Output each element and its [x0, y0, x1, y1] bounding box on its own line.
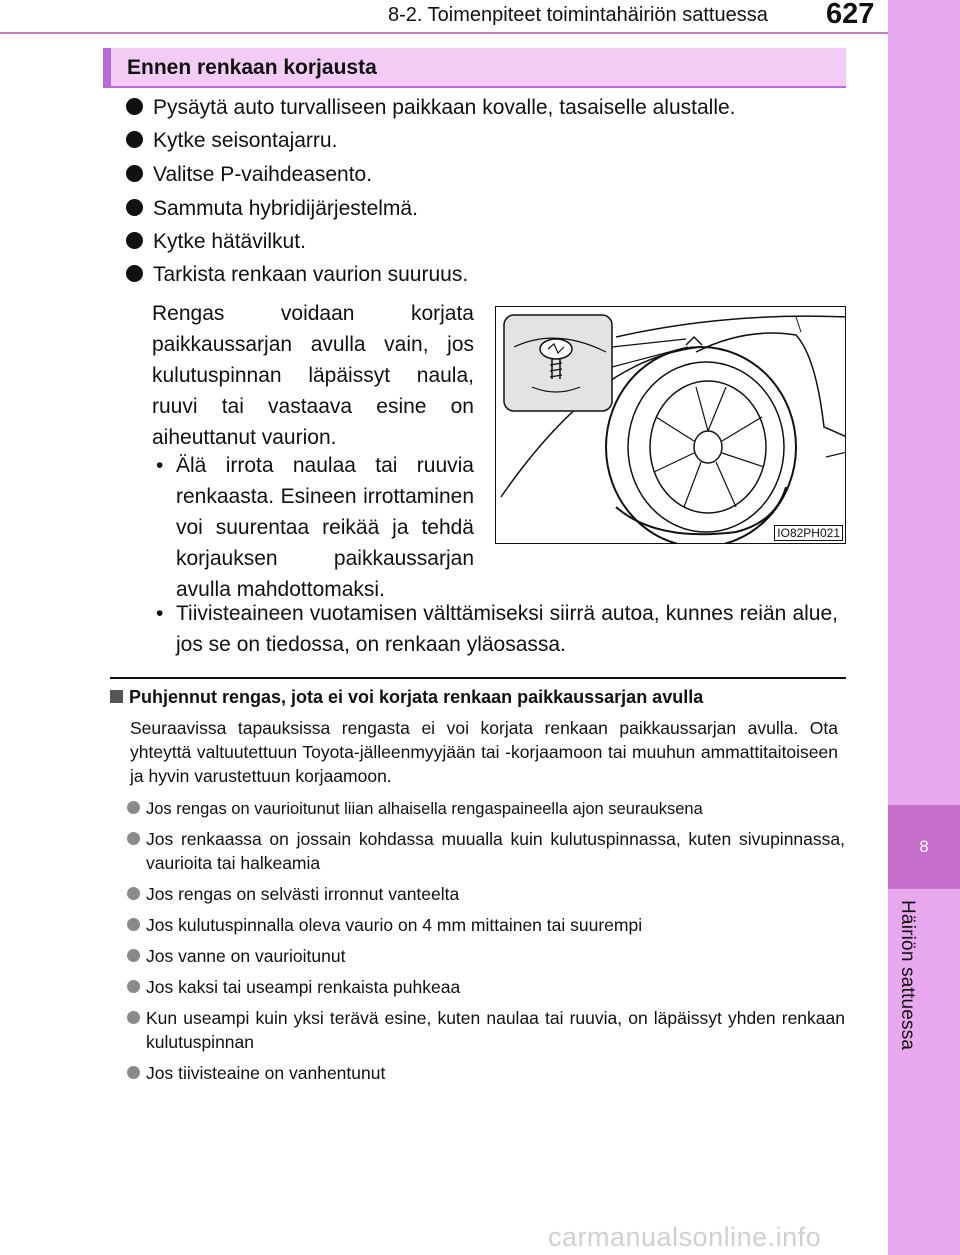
subsection-title	[110, 687, 703, 708]
warning-bullet	[156, 598, 838, 660]
section-divider	[110, 677, 846, 679]
step-item	[126, 129, 337, 153]
chapter-label: Häiriön sattuessa	[897, 900, 918, 1051]
bullet-dot-icon	[127, 918, 140, 931]
list-item	[130, 1006, 845, 1054]
step-text: Kytke seisontajarru.	[153, 129, 338, 152]
step-item	[126, 96, 736, 120]
bullet-dot-icon	[126, 131, 143, 148]
square-bullet-icon	[110, 690, 123, 703]
flat-tire-illustration	[495, 306, 846, 544]
list-item	[130, 827, 845, 875]
list-item-text: Jos kaksi tai useampi renkaista puhkeaa	[146, 977, 461, 997]
section-title: Ennen renkaan korjausta	[127, 56, 377, 79]
bullet-dot-icon	[127, 1066, 140, 1079]
list-item	[130, 882, 845, 906]
bullet-dot-icon	[127, 832, 140, 845]
subsection-title-text: Puhjennut rengas, jota ei voi korjata renkaan paikkaussarjan avulla	[129, 687, 704, 707]
bullet-text: Tiivisteaineen vuotamisen välttämiseksi siirrä autoa, kunnes reiän alue, jos se on tiedossa, on renkaan yläosassa.	[176, 602, 838, 656]
list-item-text: Jos vanne on vaurioitunut	[146, 946, 346, 966]
section-header	[103, 48, 846, 88]
illustration-code: IO82PH021	[774, 525, 843, 541]
list-item	[130, 913, 845, 937]
running-header: 8-2. Toimenpiteet toimintahäiriön sattuessa	[388, 4, 768, 26]
list-item	[130, 1061, 845, 1085]
bullet-dot-icon	[126, 98, 143, 115]
watermark: carmanualsonline.info	[548, 1222, 822, 1252]
list-item-text: Jos rengas on selvästi irronnut vanteelta	[146, 884, 460, 904]
list-item-text: Jos rengas on vaurioitunut liian alhaisella rengaspaineella ajon seurauksena	[146, 800, 703, 818]
list-item-text: Jos renkaassa on jossain kohdassa muualla kuin kulutuspinnassa, kuten sivupinnassa, vaurioita tai halkeamia	[146, 829, 845, 873]
page-number: 627	[826, 0, 875, 30]
bullet-dot-icon	[126, 199, 143, 216]
bullet-dot-icon	[127, 949, 140, 962]
chapter-side-tab	[888, 0, 960, 1255]
bullet-dot-icon	[127, 887, 140, 900]
list-item	[130, 975, 845, 999]
repair-note: Rengas voidaan korjata paikkaussarjan avulla vain, jos kulutuspinnan läpäissyt naula, ruuvi tai vastaava esine on aiheuttanut vaurion.	[152, 302, 474, 449]
step-item	[126, 230, 306, 254]
list-item-text: Kun useampi kuin yksi terävä esine, kuten naulaa tai ruuvia, on läpäissyt yhden renkaan kulutuspinnan	[146, 1008, 845, 1052]
chapter-number-box	[888, 805, 960, 889]
list-item-text: Jos tiivisteaine on vanhentunut	[146, 1063, 386, 1083]
bullet-marker: •	[156, 602, 164, 625]
list-item-text: Jos kulutuspinnalla oleva vaurio on 4 mm mittainen tai suurempi	[146, 915, 643, 935]
step-text: Valitse P-vaihdeasento.	[153, 163, 373, 186]
list-item	[130, 796, 845, 821]
step-item	[126, 263, 468, 287]
bullet-dot-icon	[126, 165, 143, 182]
bullet-dot-icon	[126, 265, 143, 282]
header-rule	[0, 32, 888, 34]
bullet-dot-icon	[127, 1011, 140, 1024]
step-item	[126, 197, 418, 221]
bullet-dot-icon	[127, 980, 140, 993]
step-text: Sammuta hybridijärjestelmä.	[153, 197, 418, 220]
chapter-number: 8	[919, 837, 929, 856]
warning-bullet	[156, 450, 474, 605]
list-item	[130, 944, 845, 968]
bullet-marker: •	[156, 454, 164, 477]
subsection-intro: Seuraavissa tapauksissa rengasta ei voi korjata renkaan paikkaussarjan avulla. Ota yhteyttä valtuutettuun Toyota-jälleenmyyjään tai -korjaamoon tai muuhun ammattitaitoiseen ja hyvin varustettuun korjaamoon.	[130, 718, 838, 786]
bullet-text: Älä irrota naulaa tai ruuvia renkaasta. Esineen irrottaminen voi suurentaa reikää ja tehdä korjauksen paikkaussarjan avulla mahdottomaksi.	[176, 454, 474, 601]
bullet-dot-icon	[126, 232, 143, 249]
step-text: Pysäytä auto turvalliseen paikkaan kovalle, tasaiselle alustalle.	[153, 96, 736, 119]
step-item	[126, 163, 372, 187]
flat-tire-with-screw-icon	[496, 307, 846, 544]
step-text: Kytke hätävilkut.	[153, 230, 306, 253]
bullet-dot-icon	[127, 801, 140, 814]
step-text: Tarkista renkaan vaurion suuruus.	[153, 263, 469, 286]
